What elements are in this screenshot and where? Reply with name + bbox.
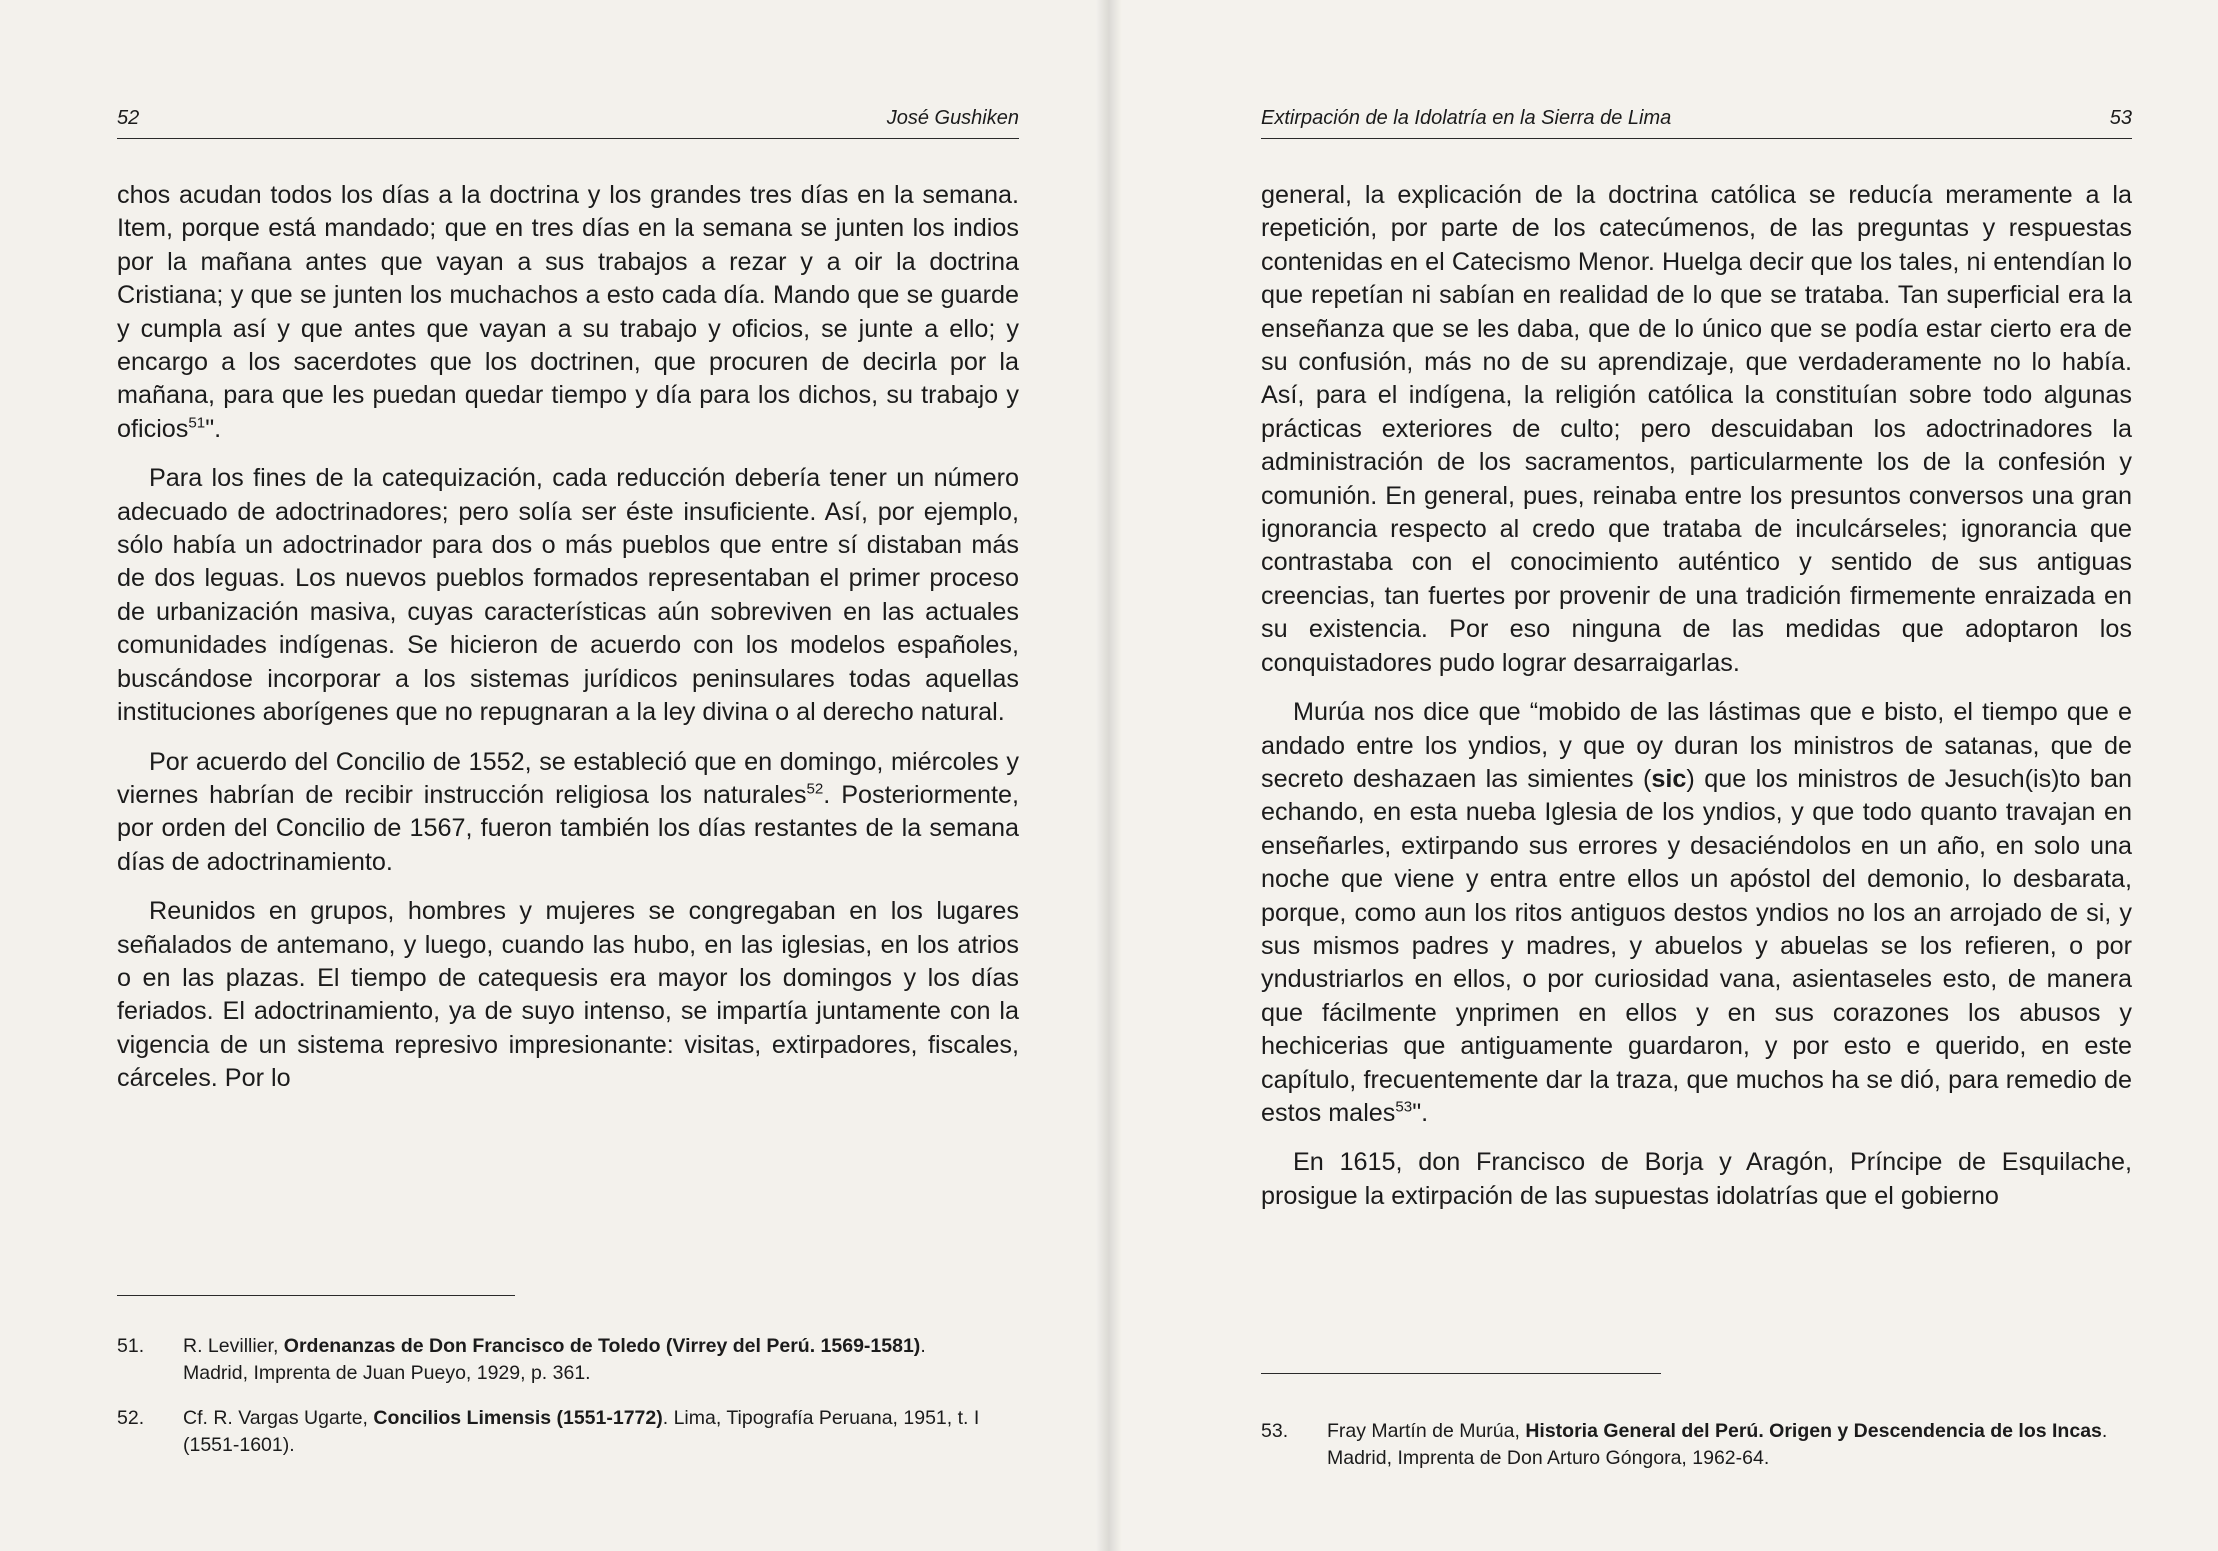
paragraph-text: ".: [1412, 1098, 1429, 1127]
footnote-number: 52.: [117, 1407, 145, 1429]
footnote-text-part: R. Levillier,: [183, 1335, 284, 1357]
paragraph: [117, 179, 1019, 446]
running-head-left: [117, 100, 1019, 139]
footnote-text-part: . Madrid, Imprenta de Don Arturo Góngora, 1962-64.: [1327, 1420, 2108, 1469]
paragraph-text: Por acuerdo del Concilio de 1552, se estableció que en domingo, miércoles y viernes habrían de recibir instrucción religiosa los naturales: [117, 747, 1019, 809]
footnote-title: Ordenanzas de Don Francisco de Toledo (Virrey del Perú. 1569-1581): [283, 1335, 921, 1357]
footnote-text: [1327, 1418, 2131, 1472]
paragraph: general, la explicación de la doctrina católica se reducía meramente a la repetición, por parte de los catecúmenos, de las preguntas y respuestas contenidas en el Catecismo Menor. Huelga decir que los tales, ni entendían lo que repetían ni sabían en realidad de lo que se trataba. Tan superficial era la enseñanza que se les daba, que de lo único que se podía estar cierto era de su confusión, más no de su aprendizaje, que verdaderamente no lo había. Así, para el indígena, la religión católica la constituían sobre todo algunas prácticas exteriores de culto; pero descuidaban los adoctrinadores la administración de los sacramentos, particularmente los de la confesión y comunión. En general, pues, reinaba entre los presuntos conversos una gran ignorancia respecto al credo que trataba de inculcárseles; ignorancia que contrastaba con el conocimiento auténtico y sentido de sus antiguas creencias, tan fuertes por provenir de una tradición firmemente enraizada en su existencia. Por eso ninguna de las medidas que adoptaron los conquistadores pudo lograr desarraigarlas.: [1261, 181, 2132, 677]
footnote-text-part: Cf. R. Vargas Ugarte,: [183, 1407, 374, 1429]
paragraph: [1261, 696, 2132, 1130]
footnote: [117, 1405, 987, 1459]
paragraph: Reunidos en grupos, hombres y mujeres se congregaban en los lugares señalados de antemano, y luego, cuando las hubo, en las iglesias, en los atrios o en las plazas. El tiempo de catequesis era mayor los domingos y los días feriados. El adoctrinamiento, ya de suyo intenso, se impartía juntamente con la vigencia de un sistema represivo impresionante: visitas, extirpadores, fiscales, cárceles. Por lo: [117, 897, 1019, 1093]
footnote: [1261, 1418, 2131, 1472]
footnote-rule: [1261, 1373, 1661, 1374]
footnote-title: Concilios Limensis (1551-1772): [373, 1407, 663, 1429]
paragraph-text: chos acudan todos los días a la doctrina y los grandes tres días en la semana. Item, porque está mandado; que en tres días en la semana se junten los indios por la mañana antes que vayan a sus trabajos a rezar y a oir la doctrina Cristiana; y que se junten los muchachos a esto cada día. Mando que se guarde y cumpla así y que antes que vayan a su trabajo y oficios, se junte a ello; y encargo a los sacerdotes que los doctrinen, que procuren de decirla por la mañana, para que les puedan quedar tiempo y día para los dichos, su trabajo y oficios: [117, 181, 1019, 443]
paragraph: [117, 746, 1019, 880]
page-number: 53: [2109, 107, 2132, 129]
footnote-title: Historia General del Perú. Origen y Descendencia de los Incas: [1525, 1420, 2102, 1442]
paragraph-text: Murúa nos dice que “mobido de las lástimas que e bisto, el tiempo que e andado entre los yndios, y que oy duran los ministros de satanas, que de secreto deshazaen las simientes (: [1261, 698, 2132, 793]
footnotes-left: [117, 1333, 987, 1477]
paragraph-text: ) que los ministros de Jesuch(is)to ban echando, en esta nueba Iglesia de los yndios, y que todo quanto travajan en enseñarles, extirpando sus errores y desaciéndolos en un año, en solo una noche que viene y entra entre ellos un apóstol del demonio, lo desbarata, porque, como aun los ritos antiguos destos yndios no los an arrojado de si, y sus mismos padres y madres, y abuelos y abuelas se los refieren, o por yndustriarlos en ellos, o por curiosidad vana, asientaseles esto, de manera que fácilmente ynprimen en ellos y en sus corazones los abusos y hechicerias que antiguamente guardaron, y por esto e querido, en este capítulo, frecuentemente dar la traza, que muchos ha se dió, para remedio de estos males: [1261, 764, 2132, 1127]
paragraph: Para los fines de la catequización, cada reducción debería tener un número adecuado de adoctrinadores; pero solía ser éste insuficiente. Así, por ejemplo, sólo había un adoctrinador para dos o más pueblos que entre sí distaban más de dos leguas. Los nuevos pueblos formados representaban el primer proceso de urbanización masiva, cuyas características aún sobreviven en las actuales comunidades indígenas. Se hicieron de acuerdo con los modelos españoles, buscándose incorporar a los sistemas jurídicos peninsulares todas aquellas instituciones aborígenes que no repugnaran a la ley divina o al derecho natural.: [117, 464, 1019, 727]
sic-mark: sic: [1651, 764, 1687, 793]
footnote-number: 51.: [117, 1335, 145, 1357]
left-body-text: [117, 179, 1019, 1096]
footnote-number: 53.: [1261, 1420, 1289, 1442]
footnote-text: [183, 1333, 987, 1387]
footnote-ref: 52: [806, 780, 824, 798]
paragraph-text: ".: [205, 414, 222, 443]
footnote-text-part: Fray Martín de Murúa,: [1327, 1420, 1526, 1442]
footnote-ref: 51: [188, 414, 206, 432]
footnote-text-part: . Madrid, Imprenta de Juan Pueyo, 1929, p. 361.: [183, 1335, 926, 1384]
right-body-text: [1261, 179, 2132, 1213]
running-head-right: [1261, 100, 2132, 139]
running-head-author: José Gushiken: [886, 107, 1019, 129]
paragraph-text: . Posteriormente, por orden del Concilio de 1567, fueron también los días restantes de la semana días de adoctrinamiento.: [117, 780, 1019, 876]
footnote-rule: [117, 1295, 515, 1296]
footnote-text-part: . Lima, Tipografía Peruana, 1951, t. I (1551-1601).: [183, 1407, 980, 1456]
paragraph: En 1615, don Francisco de Borja y Aragón, Príncipe de Esquilache, prosigue la extirpación de las supuestas idolatrías que el gobierno: [1261, 1148, 2132, 1210]
running-head-title: Extirpación de la Idolatría en la Sierra de Lima: [1261, 107, 1672, 129]
right-page: [1109, 0, 2218, 1551]
footnotes-right: [1261, 1418, 2131, 1490]
page-number: 52: [117, 107, 140, 129]
footnote-text: [183, 1405, 987, 1459]
footnote-ref: 53: [1395, 1098, 1413, 1116]
footnote: [117, 1333, 987, 1387]
